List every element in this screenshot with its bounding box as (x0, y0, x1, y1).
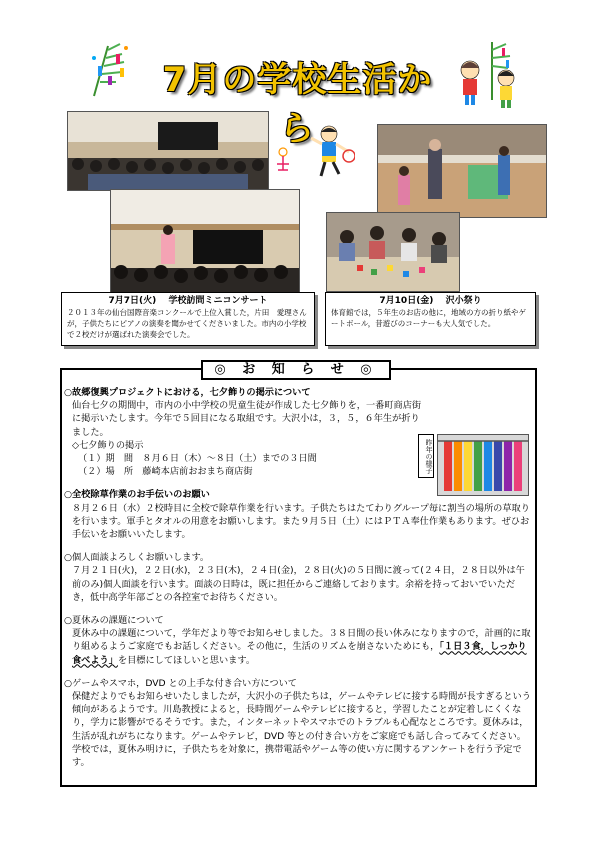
section-text: ◇七夕飾りの掲示 (72, 439, 144, 451)
section-text: を目標にしてほしいと思います。 (117, 654, 256, 666)
section-text: （１）期 間 ８月６日（木）～８日（土）までの３日間 (78, 453, 317, 465)
ribbon-decoration-icon (272, 146, 294, 176)
section-text: 仙台七夕の期間中，市内の小中学校の児童生徒が作成した七夕飾りを，一番町商店街に掲示いたします。今年で５回目になる取組です。大沢小は，３，５，６年生が折りました。 (72, 400, 422, 438)
caption-concert-date: 7月7日(火) (108, 296, 157, 306)
children-tanabata-icon (452, 40, 522, 110)
festival-photo-2 (326, 212, 460, 292)
tanabata-rainbow-photo (437, 434, 529, 496)
tanabata-bamboo-icon (86, 40, 132, 98)
section-title: ○個人面談よろしくお願いします。 (64, 552, 210, 564)
caption-concert (61, 292, 315, 346)
notice-section-homework (64, 614, 532, 667)
last-year-label: 昨年の様子 (418, 434, 434, 478)
section-text (64, 627, 532, 667)
notice-section-weeding (64, 488, 532, 541)
caption-festival-date: 7月10日(金) (379, 296, 434, 306)
caption-concert-body: ２０１３年の仙台国際音楽コンクールで上位入賞した，片田 愛理さんが，子供たちにピアノの演奏を聞かせてくださいました。市内の小学校で２校だけが選ばれた演奏会でした。 (67, 308, 307, 339)
festival-photo-1 (377, 124, 547, 218)
notice-section-games (64, 677, 532, 769)
section-text: 保健だよりでもお知らせいたしましたが，大沢小の子供たちは，ゲームやテレビに接する時間が長すぎるという傾向があるようです。川島教授によると，長時間ゲームやテレビに接すると，学習したことが定着しにくくなり，学力に影響がでるそうです。また，インターネットやスマホでのトラブルも心配なところです。夏休みは，生活が乱れがちになります。ゲームやテレビ，DVD 等との付き合い方をご家庭でも話し合ってみてください。学校では，夏休み明けに，子供たちを対象に，携帯電話やゲーム等の使い方に関するアンケートを行う予定です。 (72, 691, 531, 769)
page-title: 7月の学校生活から (162, 60, 433, 149)
section-text: （２）場 所 藤崎本店前おおまち商店街 (78, 466, 253, 478)
boy-playing-icon (305, 122, 355, 180)
section-title: ○夏休みの課題について (64, 615, 164, 627)
caption-festival-event: 沢小祭り (445, 296, 482, 306)
section-title: ○故郷復興プロジェクトにおける，七夕飾りの掲示について (64, 387, 311, 398)
caption-festival-body: 体育館では，５年生のお店の他に，地域の方の折り紙やゲートボール，昔遊びのコーナーも大人気でした。 (331, 308, 526, 328)
caption-concert-event: 学校訪問ミニコンサート (168, 296, 268, 306)
section-text: ８月２６日（水）２校時目に全校で除草作業を行います。子供たちはたてわりグループ毎に割当の場所の草取りを行います。軍手とタオルの用意をお願いします。また９月５日（土）にはＰＴＡ奉仕作業もあります。ぜひお手伝いをお願いいたします。 (72, 502, 530, 541)
section-text: ７月２１日(火)，２２日(水)，２３日(木)，２４日(金)，２８日(火)の５日間に渡って(２４日，２８日以外は午前のみ)個人面談を行います。面談の日時は，既に担任からご連絡しております。余裕を持っておいでいただき，低中高学年部ごとの各控室でお待ちください。 (72, 565, 525, 603)
concert-photo-1 (67, 111, 269, 191)
caption-festival (325, 292, 536, 346)
section-title: ○全校除草作業のお手伝いのお願い (64, 489, 210, 501)
slogan: 「１日３食，しっかり食べよう」 (72, 641, 527, 666)
notice-section-interview (64, 551, 532, 604)
notice-title: ◎ お 知 ら せ ◎ (201, 360, 391, 380)
section-text: 夏休み中の課題について，学年だより等でお知らせしました。３８日間の長い休みになりますので，計画的に取り組めるようご家庭でもお話しください。その他に，生活のリズムを崩さないためにも， (72, 628, 531, 653)
section-title: ○ゲームやスマホ，DVD との上手な付き合い方について (64, 677, 297, 689)
concert-photo-2 (110, 189, 300, 295)
